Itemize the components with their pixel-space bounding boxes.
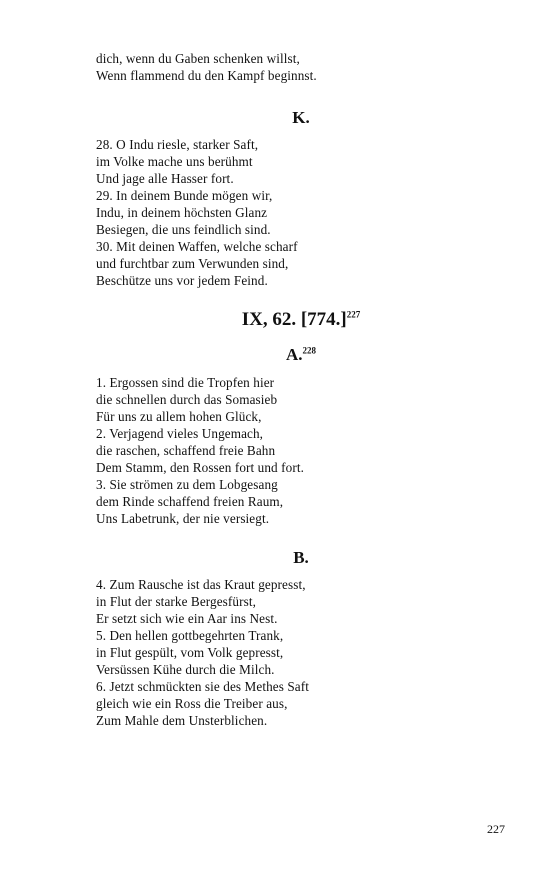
verse-line: 28. O Indu riesle, starker Saft, xyxy=(96,137,259,152)
section-a-verses xyxy=(96,374,304,527)
footnote-marker: 227 xyxy=(346,309,361,320)
verse-line: 5. Den hellen gottbegehrten Trank, xyxy=(96,628,284,643)
verse-line: in Flut gespült, vom Volk gepresst, xyxy=(96,645,284,660)
section-heading-a xyxy=(0,345,550,365)
verse-line: Uns Labetrunk, der nie versiegt. xyxy=(96,511,270,526)
verse-line: 30. Mit deinen Waffen, welche scharf xyxy=(96,239,298,254)
verse-line: Beschütze uns vor jedem Feind. xyxy=(96,273,268,288)
page-number: 227 xyxy=(487,822,505,836)
section-b-verses xyxy=(96,576,309,729)
hymn-title-text: IX, 62. [774.] xyxy=(241,309,347,330)
verse-line: Indu, in deinem höchsten Glanz xyxy=(96,205,268,220)
section-k-verses xyxy=(96,136,298,289)
verse-line: 4. Zum Rausche ist das Kraut gepresst, xyxy=(96,577,306,592)
verse-line: Zum Mahle dem Unsterblichen. xyxy=(96,713,268,728)
verse-line: Wenn flammend du den Kampf beginnst. xyxy=(96,68,317,83)
verse-line: Versüssen Kühe durch die Milch. xyxy=(96,662,275,677)
verse-line: Besiegen, die uns feindlich sind. xyxy=(96,222,271,237)
verse-line: dich, wenn du Gaben schenken willst, xyxy=(96,51,300,66)
verse-line: 1. Ergossen sind die Tropfen hier xyxy=(96,375,275,390)
verse-line: Dem Stamm, den Rossen fort und fort. xyxy=(96,460,304,475)
verse-line: 3. Sie strömen zu dem Lobgesang xyxy=(96,477,278,492)
verse-line: die raschen, schaffend freie Bahn xyxy=(96,443,276,458)
section-heading-b: B. xyxy=(293,548,309,567)
footnote-marker: 228 xyxy=(302,345,317,356)
hymn-title xyxy=(0,309,550,331)
verse-line: 6. Jetzt schmückten sie des Methes Saft xyxy=(96,679,310,694)
verse-line: Für uns zu allem hohen Glück, xyxy=(96,409,262,424)
section-heading-k: K. xyxy=(292,108,310,127)
verse-line: im Volke mache uns berühmt xyxy=(96,154,253,169)
verse-line: gleich wie ein Ross die Treiber aus, xyxy=(96,696,288,711)
section-heading-a-text: A. xyxy=(285,345,303,364)
verse-line: Er setzt sich wie ein Aar ins Nest. xyxy=(96,611,278,626)
verse-line: 2. Verjagend vieles Ungemach, xyxy=(96,426,264,441)
verse-line: dem Rinde schaffend freien Raum, xyxy=(96,494,284,509)
intro-verse xyxy=(96,50,317,84)
verse-line: Und jage alle Hasser fort. xyxy=(96,171,234,186)
verse-line: in Flut der starke Bergesfürst, xyxy=(96,594,256,609)
verse-line: die schnellen durch das Somasieb xyxy=(96,392,278,407)
verse-line: 29. In deinem Bunde mögen wir, xyxy=(96,188,273,203)
verse-line: und furchtbar zum Verwunden sind, xyxy=(96,256,289,271)
